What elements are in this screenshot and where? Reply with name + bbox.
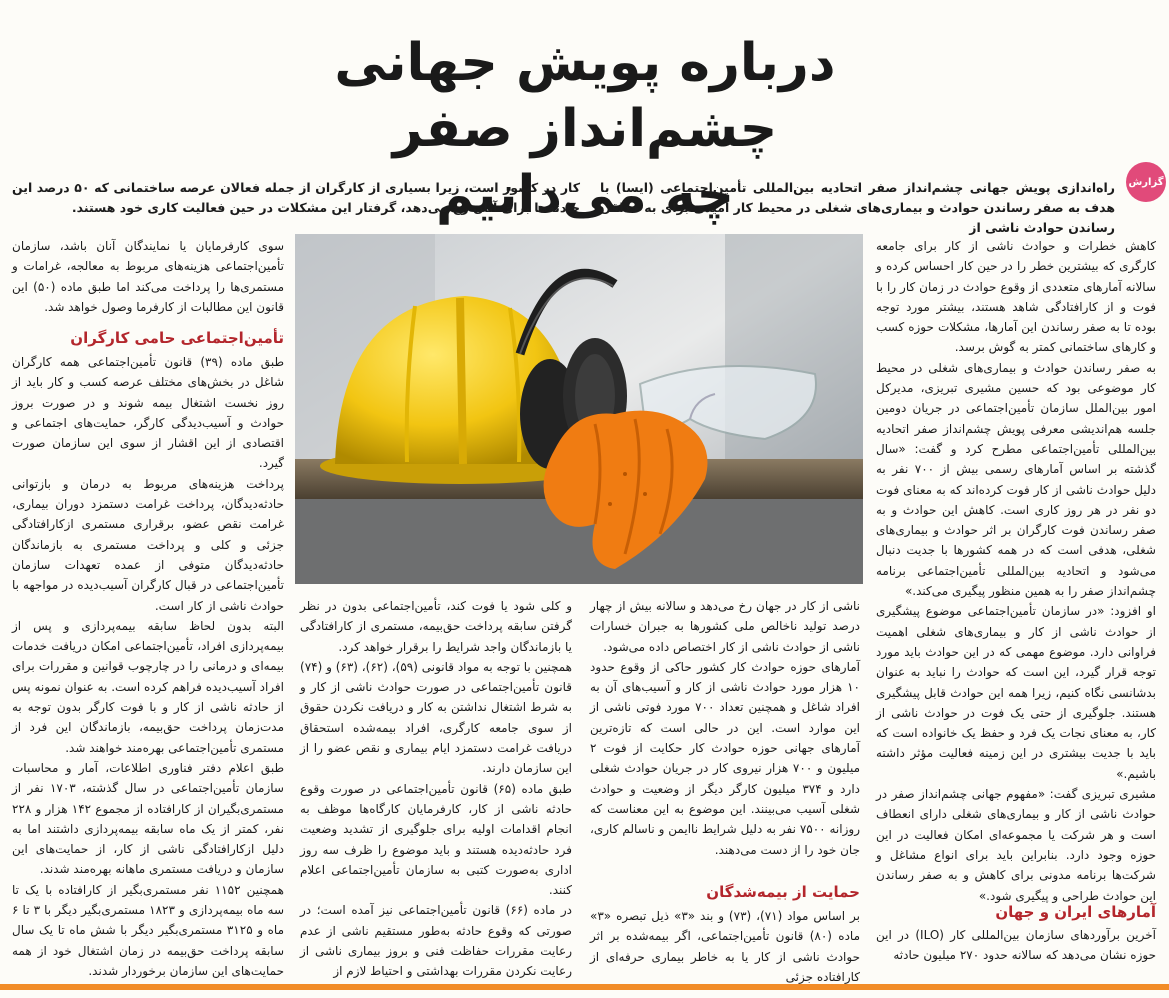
- safety-gear-photo: [295, 234, 863, 584]
- article-column-2: [590, 596, 860, 860]
- paragraph: سوی کارفرمایان یا نمایندگان آنان باشد، سازمان تأمین‌اجتماعی هزینه‌های مربوط به معالجه، غرامات و مستمری‌ها را پرداخت می‌کند اما طبق ماده (۵۰) این قانون این مطالبات از کارفرما وصول خواهد شد.: [12, 239, 284, 314]
- paragraph: کاهش خطرات و حوادث ناشی از کار برای جامعه کارگری که بیشترین خطر را در حین کار احساس کرده و سالانه آمارهای متعددی از وقوع حوادث در زمان کار را با فوت و از کارافتادگی شاهد هستند، بیشتر مورد توجه بوده تا به صفر رساندن این آمارها، مشکلات حوزه کسب و کارهای ساختمانی کمتر به گوش برسد.: [876, 239, 1156, 355]
- paragraph: طبق ماده (۶۵) قانون تأمین‌اجتماعی در صورت وقوع حادثه ناشی از کار، کارفرمایان کارگاه‌ها موظف به انجام اقدامات اولیه برای جلوگیری از تشدید وضعیت فرد حادثه‌دیده هستند و باید موضوع را ظرف سه روز اداری به‌صورت کتبی به سازمان تأمین‌اجتماعی اعلام کنند.: [300, 781, 572, 898]
- paragraph: پرداخت هزینه‌های مربوط به درمان و بازتوانی حادثه‌دیدگان، پرداخت غرامت دستمزد دوران بیماری، غرامت نقص عضو، برقراری مستمری ازکارافتادگی جزئی و کلی و پرداخت مستمری به بازماندگان حادثه‌دیدگان متوفی از عمده تعهدات سازمان تأمین‌اجتماعی در قبال کارگران آسیب‌دیده در مواجهه با حوادث ناشی از کار است.: [12, 476, 284, 613]
- article-photo: [295, 234, 863, 584]
- article-column-4: [12, 236, 284, 317]
- lead-right: راه‌اندازی پویش جهانی چشم‌انداز صفر اتحادیه بین‌المللی تأمین‌اجتماعی (ایسا) با هدف به صفر رساندن حوادث و بیماری‌های شغلی در محیط کار امیدی برای به حداقل رساندن حوادث ناشی از: [600, 180, 1115, 235]
- paragraph: در ماده (۶۶) قانون تأمین‌اجتماعی نیز آمده است؛ در صورتی که وقوع حادثه به‌طور مستقیم ناشی از عدم رعایت مقررات حفاظت فنی و بروز بیماری ناشی از رعایت نکردن مقررات بهداشتی و احتیاط لازم از: [300, 903, 572, 979]
- headline-line-1: درباره پویش جهانی چشم‌انداز صفر: [334, 33, 836, 159]
- report-badge: گزارش: [1126, 162, 1166, 202]
- lead-left: کار در کشور است، زیرا بسیاری از کارگران از جمله فعالان عرصه ساختمانی که ۵۰ درصد این حادثه‌ها برای آنان رخ می‌دهد، گرفتار این مشکلات در حین فعالیت کاری خود هستند.: [12, 180, 580, 215]
- paragraph: او افزود: «در سازمان تأمین‌اجتماعی موضوع پیشگیری از حوادث ناشی از کار و بیماری‌های شغلی اهمیت فراوانی دارد. موضوع مهمی که در این حوادث باید مورد توجه قرار گیرد، این است که حوادث را نباید به عنوان بدشانسی نگاه کنیم، زیرا همه این حوادث قابل پیشگیری هستند. جلوگیری از حتی یک فوت در حوادث ناشی از کار، به معنای نجات یک فرد و حفظ یک خانواده است که باید با جدیت بیشتری در این زمینه فعالیت مؤثر داشته باشیم.»: [876, 604, 1156, 781]
- paragraph: همچنین با توجه به مواد قانونی (۵۹)، (۶۲)، (۶۳) و (۷۴) قانون تأمین‌اجتماعی در صورت حوادث ناشی از کار و به شرط اشتغال نداشتن به کار و دریافت نکردن حقوق از سوی جامعه کارگری، افراد بیمه‌شده استحقاق دریافت غرامت دستمزد ایام بیماری و نقص عضو را از این سازمان دارند.: [300, 659, 572, 776]
- article-column-1-end: [876, 925, 1156, 966]
- bottom-accent-bar: [0, 984, 1169, 990]
- headline-line-2: چه می‌دانیم: [436, 165, 734, 225]
- paragraph: آخرین برآوردهای سازمان بین‌المللی کار (ILO) در این حوزه نشان می‌دهد که سالانه حدود ۲۷۰ میلیون حادثه: [876, 928, 1156, 963]
- paragraph: البته بدون لحاظ سابقه بیمه‌پردازی و پس از بیمه‌پردازی افراد، تأمین‌اجتماعی امکان دریافت خدمات بیمه‌ای و درمانی را در چارچوب قوانین و مقررات برای افراد آسیب‌دیده فراهم کرده است. به عنوان نمونه پس از حادثه ناشی از کار و با فوت کارگر بدون توجه به مدت‌زمان پرداخت حق‌بیمه، بازماندگان این فرد از مستمری تأمین‌اجتماعی بهره‌مند خواهند شد.: [12, 618, 284, 755]
- paragraph: بر اساس مواد (۷۱)، (۷۳) و بند «۳» ذیل تبصره «۳» ماده (۸۰) قانون تأمین‌اجتماعی، اگر بیمه‌شده بر اثر حوادث ناشی از کار یا به خاطر بیماری حرفه‌ای از کارافتاده جزئی: [590, 909, 860, 984]
- article-column-4-body: [12, 352, 284, 981]
- paragraph: مشیری تبریزی گفت: «مفهوم جهانی چشم‌انداز صفر در حوادث ناشی از کار و بیماری‌های شغلی دارای انعطاف است و هر شرکت یا مجموعه‌ای امکان فعالیت در این حوزه وجود دارد. بنابراین باید برای انواع مشاغل و شرکت‌ها برنامه مدونی برای کاهش و به صفر رساندن این حوادث طراحی و پیگیری شود.»: [876, 787, 1156, 903]
- subheading: حمایت از بیمه‌شدگان: [706, 883, 860, 901]
- paragraph: به صفر رساندن حوادث و بیماری‌های شغلی در محیط کار موضوعی بود که حسین مشیری تبریزی، مدیرکل امور بین‌الملل سازمان تأمین‌اجتماعی در جریان دومین جلسه هم‌اندیشی معرفی پویش چشم‌انداز صفر اتحادیه بین‌المللی تأمین‌اجتماعی مطرح کرد و گفت: «سال گذشته بر اساس آمارهای رسمی بیش از ۷۰۰ نفر به دلیل حوادث ناشی از کار فوت کرده‌اند که به معنای فوت دو نفر در هر روز کاری است. کاهش این حوادث و به صفر رساندن فوت کارگران بر اثر حوادث و بیماری‌های شغلی، هدفی است که در همه کشورها با جدیت دنبال می‌شود و اتحادیه بین‌المللی تأمین‌اجتماعی برنامه چشم‌انداز صفر را به همین منظور پیگیری می‌کند.»: [876, 360, 1156, 599]
- article-column-2-end: [590, 906, 860, 987]
- paragraph: همچنین ۱۱۵۲ نفر مستمری‌بگیر از کارافتاده با یک تا سه ماه بیمه‌پردازی و ۱۸۲۳ مستمری‌بگیر دیگر با ۳ تا ۶ ماه و ۳۱۲۵ مستمری‌بگیر دیگر با شش ماه تا یک سال سابقه پرداخت حق‌بیمه در زمان اشتغال خود از همه حمایت‌های این سازمان برخوردار شدند.: [12, 882, 285, 978]
- paragraph: آمارهای حوزه حوادث کار کشور حاکی از وقوع حدود ۱۰ هزار مورد حوادث ناشی از کار و آسیب‌های آن به افراد شاغل و همچنین تعداد ۷۰۰ مورد فوتی ناشی از این موارد است. این در حالی است که تازه‌ترین آمارهای جهانی حوزه حوادث کار حکایت از فوت ۲ میلیون و ۷۰۰ هزار نیروی کار در جریان حوادث شغلی دارد و ۳۷۴ میلیون کارگر دیگر از وضعیت و حوادث شغلی آسیب می‌بینند. این موضوع به این معناست که روزانه ۷۵۰۰ نفر به دلیل شرایط ناایمن و ناسالم کاری، جان خود را از دست می‌دهند.: [590, 659, 861, 857]
- article-column-1: [876, 236, 1156, 906]
- article-column-3: [300, 596, 572, 982]
- subheading: تأمین‌اجتماعی حامی کارگران: [70, 329, 284, 347]
- paragraph: و کلی شود یا فوت کند، تأمین‌اجتماعی بدون در نظر گرفتن سابقه پرداخت حق‌بیمه، مستمری از کارافتادگی یا بازماندگان واجد شرایط را برقرار خواهد کرد.: [300, 599, 572, 654]
- paragraph: طبق ماده (۳۹) قانون تأمین‌اجتماعی همه کارگران شاغل در بخش‌های مختلف عرصه کسب و کار باید از روز نخست اشتغال بیمه شوند و در صورت بروز حوادث و آسیب‌دیدگی کارگر، حمایت‌های اجتماعی و اقتصادی از این اقشار از سوی این سازمان صورت گیرد.: [12, 355, 284, 471]
- subheading: آمارهای ایران و جهان: [995, 903, 1156, 921]
- paragraph: ناشی از کار در جهان رخ می‌دهد و سالانه بیش از چهار درصد تولید ناخالص ملی کشورها به جبران خسارات ناشی از حوادث ناشی از کار اختصاص داده می‌شود.: [590, 599, 860, 654]
- paragraph: طبق اعلام دفتر فناوری اطلاعات، آمار و محاسبات سازمان تأمین‌اجتماعی در سال گذشته، ۱۷۰۳ نفر از مستمری‌بگیران از کارافتاده از مجموع ۱۴۲ هزار و ۲۲۸ نفر، کمتر از یک ماه سابقه بیمه‌پردازی داشتند اما به دلیل ازکارافتادگی ناشی از کار، از حمایت‌های این سازمان و دریافت مستمری ماهانه بهره‌مند شدند.: [12, 760, 284, 877]
